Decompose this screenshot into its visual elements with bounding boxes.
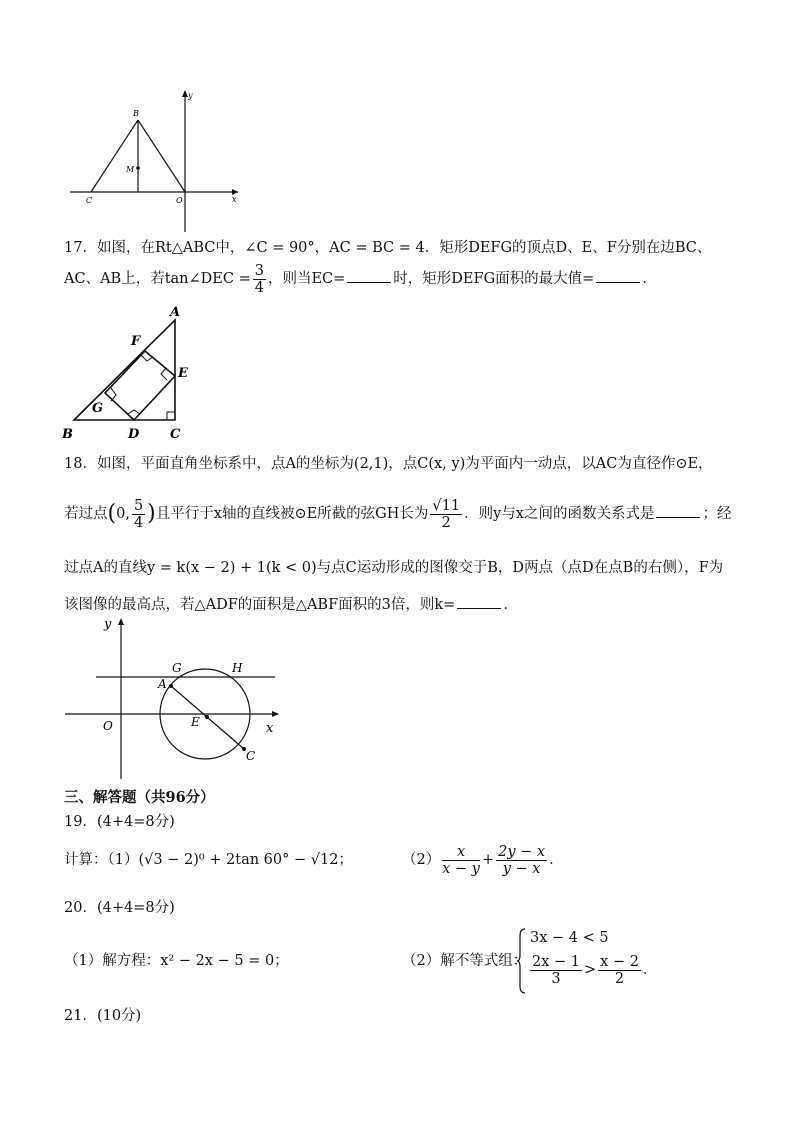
q20-end: ．: [642, 962, 658, 978]
q19-part2-label: （2）: [402, 852, 441, 868]
x-axis-arrow: [272, 711, 279, 717]
right-angle-c: [167, 412, 175, 420]
q20-ineq2-op: >: [584, 962, 597, 978]
q18-paren-close: ): [147, 501, 156, 526]
q18-text-f: ．: [503, 597, 518, 613]
q17-fraction-den: 4: [254, 279, 264, 296]
q18-chord-fraction: [430, 498, 462, 531]
figure-q16: [60, 84, 250, 234]
q17-fraction-num: 3: [254, 262, 264, 279]
q17-blank-ec: [347, 268, 391, 283]
label-y: y: [188, 91, 193, 100]
q20-ineq1: 3x − 4 < 5: [530, 930, 609, 946]
q17-text-d: ．: [642, 271, 657, 287]
q18-line1: 18．如图，平面直角坐标系中，点A的坐标为(2,1)，点C(x, y)为平面内一动点，以AC为直径作⊙E，: [64, 456, 713, 472]
label-g: G: [172, 661, 182, 675]
q20-ineq2-rden: 2: [614, 970, 625, 987]
label-y: y: [104, 617, 112, 632]
label-d: D: [128, 427, 140, 442]
rectangle-defg: [105, 351, 175, 420]
right-angle-e: [161, 368, 167, 380]
q18-point-num: 5: [133, 497, 144, 514]
segment-bo: [138, 120, 185, 192]
q18-paren-open: (: [107, 501, 117, 526]
q18-text-a: 若过点: [64, 506, 108, 522]
label-a: A: [170, 305, 181, 320]
label-c: C: [246, 749, 256, 763]
section-title: 三、解答题（共96分）: [64, 789, 215, 806]
q21-head: 21．(10分): [64, 1008, 142, 1024]
label-f: F: [131, 334, 141, 349]
label-e: E: [178, 366, 188, 381]
q19-plus: +: [481, 852, 495, 868]
q17-text-b: ，则当EC=: [267, 271, 346, 287]
label-h: H: [232, 661, 243, 675]
q20-ineq2-lden: 3: [551, 970, 561, 987]
right-angle-d: [128, 410, 140, 414]
q18-chord-den: 2: [441, 514, 451, 531]
q19-part1: 计算：（1）(√3 − 2)⁰ + 2tan 60° − √12；: [64, 852, 353, 868]
q18-text-d: ；经: [702, 506, 732, 522]
segment-cb: [91, 120, 138, 192]
q19-frac2-num: 2y − x: [498, 843, 546, 860]
label-o: O: [103, 719, 113, 733]
figure-q17: [58, 300, 208, 445]
label-b: B: [133, 109, 139, 118]
label-c: C: [86, 196, 93, 205]
label-x: x: [266, 721, 274, 736]
label-c: C: [170, 427, 181, 442]
q19-frac1: [442, 844, 480, 877]
q20-head: 20．(4+4=8分): [64, 900, 175, 916]
y-axis-arrow: [118, 618, 124, 625]
q18-blank-k: [457, 594, 501, 609]
q19-end: ．: [549, 852, 564, 868]
brace-icon: [517, 928, 527, 994]
q18-point: [107, 497, 156, 531]
q18-point-x: 0,: [116, 506, 130, 522]
label-m: M: [126, 165, 135, 174]
q17-text-c: 时，矩形DEFG面积的最大值=: [393, 271, 595, 287]
q17-fraction: [253, 263, 266, 296]
label-b: B: [62, 427, 73, 442]
q20-ineq2: [528, 952, 657, 988]
point-a: [169, 684, 173, 688]
label-o: O: [176, 196, 183, 205]
q18-chord-num: √11: [432, 497, 461, 514]
label-x: x: [232, 195, 237, 204]
q18-line4: [64, 594, 518, 615]
q18-point-fraction: [132, 498, 145, 531]
point-e: [205, 715, 209, 719]
q18-blank-function: [656, 503, 700, 518]
q18-point-den: 4: [133, 514, 144, 531]
q18-line2: [64, 494, 731, 534]
figure-q18: [60, 614, 286, 782]
q20-part2-label: （2）解不等式组：: [402, 953, 528, 969]
q17-blank-max: [596, 268, 640, 283]
q20-part1: （1）解方程：x² − 2x − 5 = 0；: [64, 953, 289, 969]
q17-text-a: AC、AB上，若tan∠DEC =: [64, 271, 251, 287]
q19-frac2: [496, 844, 547, 877]
q20-ineq2-right: [598, 954, 641, 987]
q18-line3: 过点A的直线y = k(x − 2) + 1(k < 0)与点C运动形成的图像交于B，D两点（点D在点B的右侧），F为: [64, 560, 724, 576]
q17-line1: 17．如图，在Rt△ABC中，∠C = 90°，AC = BC = 4．矩形DEFG的顶点D、E、F分别在边BC、: [64, 240, 712, 256]
q19-head: 19．(4+4=8分): [64, 814, 175, 830]
q20-ineq2-lnum: 2x − 1: [532, 953, 580, 970]
point-m: [136, 166, 140, 170]
q18-text-e: 该图像的最高点，若△ADF的面积是△ABF面积的3倍，则k=: [64, 597, 456, 613]
triangle-abc: [74, 320, 175, 420]
q20-ineq2-left: [530, 954, 582, 987]
q20-ineq2-rnum: x − 2: [600, 953, 639, 970]
q19-part2: [402, 842, 564, 878]
label-a: A: [158, 677, 167, 691]
q19-frac1-num: x: [442, 844, 480, 861]
q19-frac2-den: y − x: [502, 860, 541, 877]
label-g: G: [92, 401, 104, 416]
q17-line2: [64, 262, 657, 296]
q18-text-c: ．则y与x之间的函数关系式是: [464, 506, 655, 522]
label-e: E: [191, 715, 200, 729]
q18-text-b: 且平行于x轴的直线被⊙E所截的弦GH长为: [155, 506, 429, 522]
q19-frac1-den: x − y: [442, 860, 480, 877]
